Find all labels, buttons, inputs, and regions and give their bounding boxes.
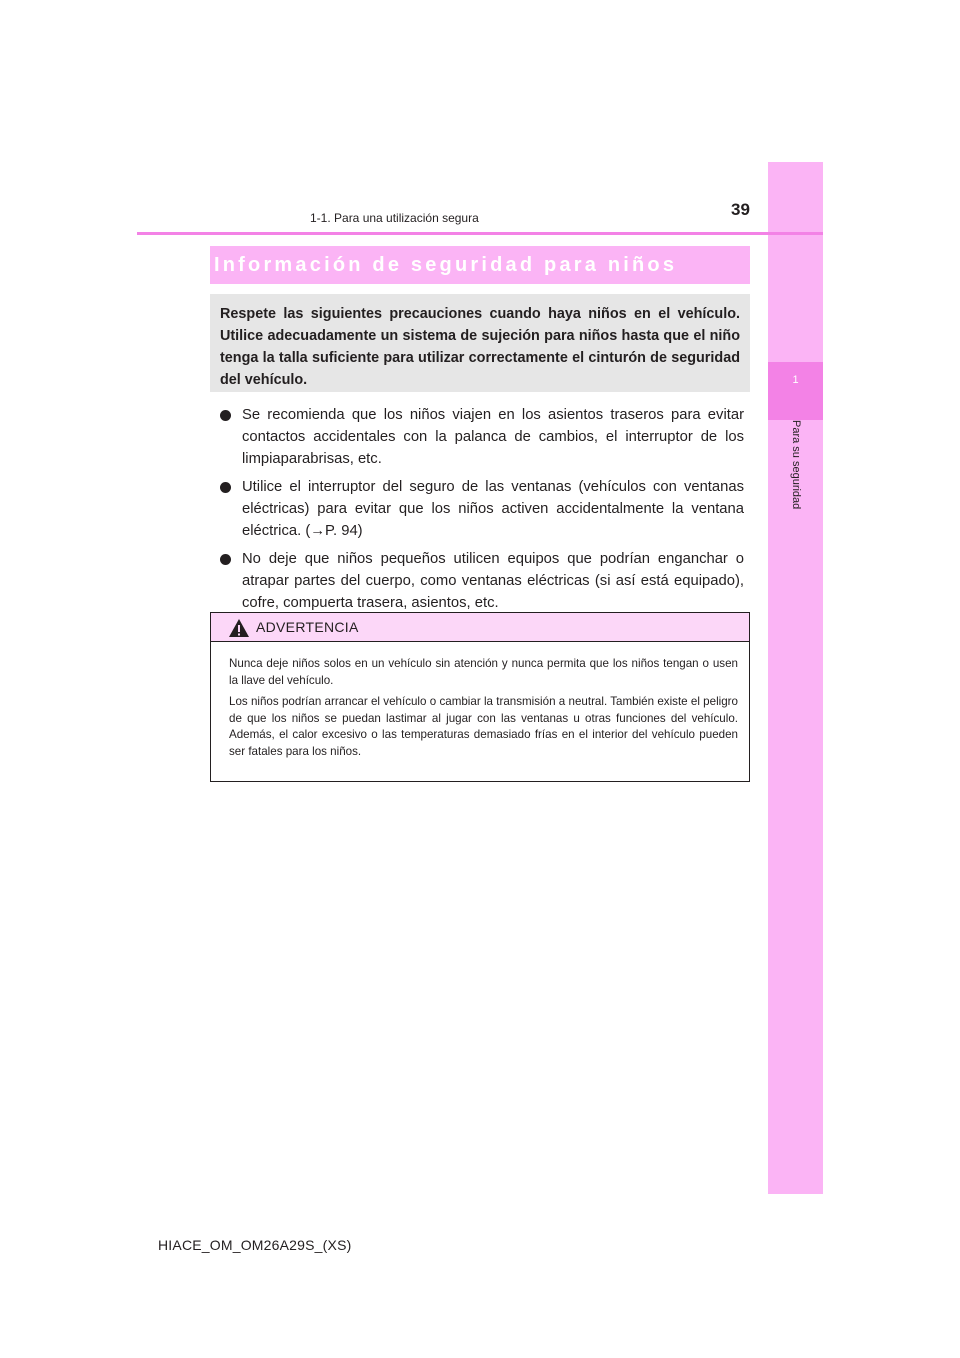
bullet-icon	[220, 482, 231, 493]
warning-title: ADVERTENCIA	[256, 619, 359, 635]
bullet-text: Se recomienda que los niños viajen en los asientos traseros para evitar contactos accidentales con la palanca de cambios, el interruptor de los limpiaparabrisas, etc.	[242, 407, 744, 467]
side-chapter-marker	[768, 362, 823, 420]
list-item	[218, 476, 744, 542]
bullet-text: Utilice el interruptor del seguro de las ventanas (vehículos con ventanas eléctricas) para evitar que los niños activen accidentalmente la ventana eléctrica. (→P. 94)	[242, 479, 744, 539]
title-bar	[210, 246, 750, 284]
warning-triangle-icon	[228, 618, 250, 638]
warning-box	[210, 612, 750, 782]
bullet-icon	[220, 410, 231, 421]
bullet-icon	[220, 554, 231, 565]
list-item	[218, 548, 744, 614]
warning-paragraph: Los niños podrían arrancar el vehículo o cambiar la transmisión a neutral. También existe el peligro de que los niños se puedan lastimar al jugar con las ventanas u otras funciones del vehículo. Además, el calor excesivo o las temperaturas demasiado frías en el interior del vehículo pueden ser fatales para los niños.	[229, 695, 738, 758]
page-number: 39	[731, 200, 750, 219]
page-title: Información de seguridad para niños	[214, 254, 678, 276]
warning-header	[211, 613, 749, 642]
section-header: 1-1. Para una utilización segura	[310, 211, 479, 225]
intro-box	[210, 294, 750, 392]
list-item	[218, 404, 744, 470]
chapter-label-wrap	[768, 420, 823, 570]
warning-body	[211, 642, 749, 760]
warning-paragraph: Nunca deje niños solos en un vehículo sin atención y nunca permita que los niños tengan o usen la llave del vehículo.	[229, 657, 738, 687]
side-chapter-tab	[768, 162, 823, 1194]
bullet-text: No deje que niños pequeños utilicen equipos que podrían enganchar o atrapar partes del cuerpo, como ventanas eléctricas (si así está equipado), cofre, compuerta trasera, asientos, etc.	[242, 551, 744, 611]
header-rule	[137, 232, 823, 235]
intro-text: Respete las siguientes precauciones cuando haya niños en el vehículo. Utilice adecuadamente un sistema de sujeción para niños hasta que el niño tenga la talla suficiente para utilizar correctamente el cinturón de seguridad del vehículo.	[220, 306, 740, 388]
document-footer: HIACE_OM_OM26A29S_(XS)	[158, 1237, 352, 1253]
precaution-list	[218, 404, 744, 620]
chapter-number: 1	[792, 374, 799, 386]
chapter-label: Para su seguridad	[789, 420, 802, 510]
